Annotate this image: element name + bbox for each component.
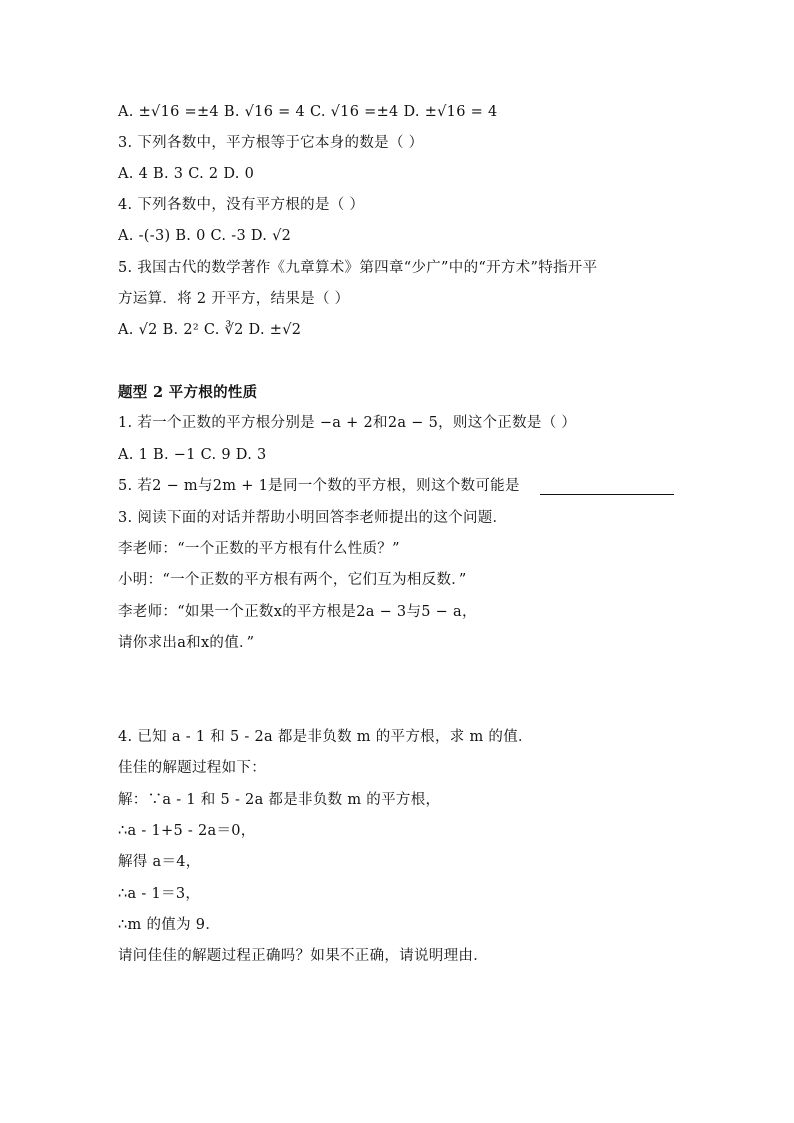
s2-q3-stem: 3. 阅读下面的对话并帮助小明回答李老师提出的这个问题． xyxy=(118,510,508,526)
solution-intro: 佳佳的解题过程如下： xyxy=(118,760,266,776)
s2-q4-stem: 4. 已知 a - 1 和 5 - 2a 都是非负数 m 的平方根，求 m 的值． xyxy=(118,729,533,745)
s2-q1-options: A. 1 B. −1 C. 9 D. 3 xyxy=(118,447,267,463)
solution-step-4: ∴a - 1＝3， xyxy=(118,886,201,902)
s2-q5-stem: 5. 若2 − m与2m + 1是同一个数的平方根，则这个数可能是 xyxy=(118,478,520,494)
q4-options: A. -(-3) B. 0 C. -3 D. √2 xyxy=(118,228,292,244)
q5-options: A. √2 B. 2² C. ∛2 D. ±√2 xyxy=(118,322,302,338)
dialogue-teacher-2: 李老师：“如果一个正数x的平方根是2a − 3与5 − a， xyxy=(118,604,477,620)
s2-q1-stem: 1. 若一个正数的平方根分别是 −a + 2和2a − 5，则这个正数是（ ） xyxy=(118,415,577,431)
q3-options: A. 4 B. 3 C. 2 D. 0 xyxy=(118,166,255,182)
solution-step-1: 解：∵a - 1 和 5 - 2a 都是非负数 m 的平方根， xyxy=(118,792,441,808)
q5-stem-line1: 5. 我国古代的数学著作《九章算术》第四章“少广”中的“开方术”特指开平 xyxy=(118,260,598,276)
solution-step-5: ∴m 的值为 9． xyxy=(118,917,221,933)
q2-options: A. ±√16 =±4 B. √16 = 4 C. √16 =±4 D. ±√16 = 4 xyxy=(118,104,498,120)
q4-stem: 4. 下列各数中，没有平方根的是（ ） xyxy=(118,197,365,213)
question-prompt: 请问佳佳的解题过程正确吗？如果不正确，请说明理由． xyxy=(118,948,488,964)
dialogue-teacher-1: 李老师：“一个正数的平方根有什么性质？” xyxy=(118,541,400,557)
dialogue-xiaoming: 小明：“一个正数的平方根有两个，它们互为相反数．” xyxy=(118,572,467,588)
dialogue-teacher-3: 请你求出a和x的值．” xyxy=(118,635,255,651)
q5-stem-line2: 方运算．将 2 开平方，结果是（ ） xyxy=(118,291,350,307)
section-heading: 题型 2 平方根的性质 xyxy=(118,384,258,401)
answer-blank xyxy=(540,494,674,495)
q3-stem: 3. 下列各数中，平方根等于它本身的数是（ ） xyxy=(118,135,424,151)
solution-step-3: 解得 a＝4， xyxy=(118,854,201,870)
solution-step-2: ∴a - 1+5 - 2a＝0， xyxy=(118,823,256,839)
